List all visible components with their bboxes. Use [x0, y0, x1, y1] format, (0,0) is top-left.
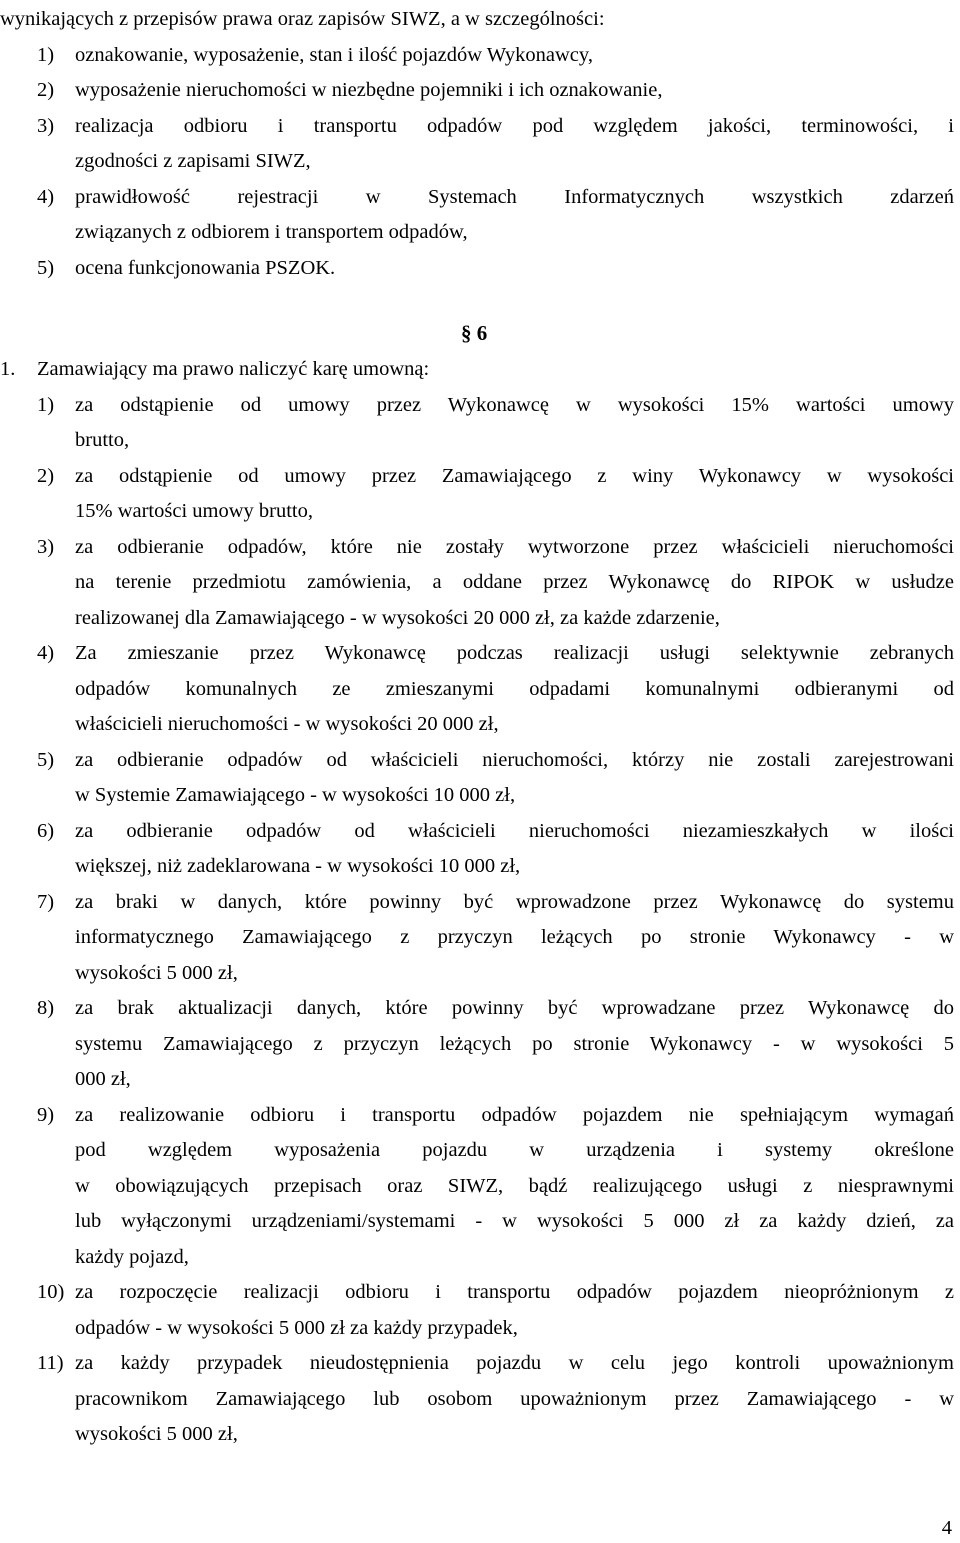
intro-text: wynikających z przepisów prawa oraz zapisów SIWZ, a w szczególności: — [0, 8, 605, 30]
list-b-item-line — [0, 922, 960, 952]
list-b-item-text: za odstąpienie od umowy przez Wykonawcę w wysokości 15% wartości umowy — [75, 393, 954, 416]
list-b-item-number: 9) — [37, 1103, 55, 1126]
list-b-item-line — [0, 1064, 960, 1094]
paragraph-line — [0, 354, 960, 384]
list-b-item-text: odpadów - w wysokości 5 000 zł za każdy przypadek, — [75, 1316, 518, 1339]
list-b-item-line — [0, 1135, 960, 1165]
list-a-item-text: realizacja odbioru i transportu odpadów pod względem jakości, terminowości, i — [75, 114, 954, 137]
list-b-item-text: realizowanej dla Zamawiającego - w wysokości 20 000 zł, za każde zdarzenie, — [75, 606, 720, 629]
list-b-item-text: brutto, — [75, 429, 130, 451]
list-b-item-line — [0, 709, 960, 739]
list-b-item-text: za odbieranie odpadów, które nie zostały wytworzone przez właścicieli nieruchomości — [75, 535, 954, 558]
list-b-item-number: 4) — [37, 642, 55, 664]
list-b-item-line — [0, 1277, 960, 1307]
list-b-item-number: 8) — [37, 997, 55, 1019]
list-b-item-line — [0, 390, 960, 420]
list-b-item-text: w obowiązujących przepisach oraz SIWZ, bądź realizującego usługi z niesprawnymi — [75, 1174, 954, 1197]
list-b-item-text: za rozpoczęcie realizacji odbioru i transportu odpadów pojazdem nieopróżnionym z — [75, 1281, 954, 1303]
list-a-item-line — [0, 182, 960, 212]
list-b-item-text: każdy pojazd, — [75, 1245, 189, 1268]
list-b-item-text: informatycznego Zamawiającego z przyczyn leżących po stronie Wykonawcy - w — [75, 926, 954, 948]
section-heading-line — [0, 318, 960, 348]
list-b-item-line — [0, 780, 960, 810]
list-a-item-line — [0, 40, 960, 70]
list-b-item-line — [0, 745, 960, 775]
list-b-item-number: 1) — [37, 393, 55, 416]
list-a-item-text: ocena funkcjonowania PSZOK. — [75, 256, 336, 279]
list-b-item-line — [0, 816, 960, 846]
list-a-item-text: związanych z odbiorem i transportem odpadów, — [75, 221, 468, 243]
list-b-item-text: pod względem wyposażenia pojazdu w urządzenia i systemy określone — [75, 1139, 954, 1161]
list-b-item-line — [0, 1100, 960, 1130]
list-b-item-line — [0, 1419, 960, 1449]
list-b-item-text: wysokości 5 000 zł, — [75, 1423, 238, 1445]
list-a-item-text: oznakowanie, wyposażenie, stan i ilość pojazdów Wykonawcy, — [75, 43, 593, 66]
list-a-item-number: 5) — [37, 256, 55, 279]
list-b-item-text: wysokości 5 000 zł, — [75, 961, 238, 984]
list-b-item-text: lub wyłączonymi urządzeniami/systemami - w wysokości 5 000 zł za każdy dzień, za — [75, 1210, 954, 1232]
list-a-item-line — [0, 146, 960, 176]
list-b-item-line — [0, 567, 960, 597]
list-b-item-text: za każdy przypadek nieudostępnienia pojazdu w celu jego kontroli upoważnionym — [75, 1352, 954, 1374]
list-b-item-number: 3) — [37, 535, 55, 558]
list-b-item-line — [0, 461, 960, 491]
list-b-item-text: właścicieli nieruchomości - w wysokości 20 000 zł, — [75, 713, 499, 735]
list-a-item-number: 2) — [37, 79, 55, 101]
list-b-item-text: za odbieranie odpadów od właścicieli nieruchomości, którzy nie zostali zarejestrowani — [75, 748, 954, 771]
page-number: 4 — [941, 1517, 952, 1539]
list-b-item-text: systemu Zamawiającego z przyczyn leżących po stronie Wykonawcy - w wysokości 5 — [75, 1032, 954, 1055]
list-a-item-text: wyposażenie nieruchomości w niezbędne pojemniki i ich oznakowanie, — [75, 79, 663, 101]
list-b-item-text: Za zmieszanie przez Wykonawcę podczas realizacji usługi selektywnie zebranych — [75, 642, 954, 664]
list-b-item-text: 15% wartości umowy brutto, — [75, 500, 313, 522]
list-a-item-line — [0, 217, 960, 247]
list-b-item-text: w Systemie Zamawiającego - w wysokości 10 000 zł, — [75, 784, 516, 806]
list-b-item-number: 7) — [37, 890, 55, 913]
list-b-item-number: 11) — [37, 1352, 64, 1374]
paragraph-text: Zamawiający ma prawo naliczyć karę umowną: — [37, 358, 430, 380]
list-b-item-text: pracownikom Zamawiającego lub osobom upoważnionym przez Zamawiającego - w — [75, 1387, 954, 1410]
list-b-item-line — [0, 425, 960, 455]
list-b-item-text: za odbieranie odpadów od właścicieli nieruchomości niezamieszkałych w ilości — [75, 819, 954, 842]
list-b-item-line — [0, 532, 960, 562]
list-b-item-line — [0, 496, 960, 526]
list-b-item-number: 2) — [37, 464, 55, 487]
list-b-item-number: 6) — [37, 819, 55, 842]
list-b-item-line — [0, 674, 960, 704]
list-b-item-line — [0, 1206, 960, 1236]
list-b-item-line — [0, 1384, 960, 1414]
list-b-item-line — [0, 851, 960, 881]
list-b-item-number: 10) — [37, 1281, 65, 1303]
list-b-item-line — [0, 603, 960, 633]
list-a-item-text: zgodności z zapisami SIWZ, — [75, 150, 311, 172]
list-b-item-text: większej, niż zadeklarowana - w wysokości 10 000 zł, — [75, 855, 521, 877]
list-b-item-line — [0, 993, 960, 1023]
list-b-item-text: 000 zł, — [75, 1068, 131, 1090]
list-b-item-line — [0, 1029, 960, 1059]
list-a-item-text: prawidłowość rejestracji w Systemach Informatycznych wszystkich zdarzeń — [75, 185, 954, 208]
list-a-item-number: 1) — [37, 43, 55, 66]
list-b-item-number: 5) — [37, 748, 55, 771]
list-b-item-text: na terenie przedmiotu zamówienia, a oddane przez Wykonawcę do RIPOK w usłudze — [75, 571, 954, 593]
intro-line — [0, 4, 960, 34]
list-a-item-line — [0, 111, 960, 141]
list-b-item-text: za odstąpienie od umowy przez Zamawiającego z winy Wykonawcy w wysokości — [75, 464, 954, 487]
paragraph-number: 1. — [0, 358, 16, 380]
list-a-item-line — [0, 253, 960, 283]
list-b-item-line — [0, 638, 960, 668]
list-b-item-text: za braki w danych, które powinny być wprowadzone przez Wykonawcę do systemu — [75, 890, 954, 913]
section-heading: § 6 — [461, 321, 488, 345]
list-b-item-line — [0, 1242, 960, 1272]
list-a-item-number: 3) — [37, 114, 55, 137]
list-b-item-text: za brak aktualizacji danych, które powinny być wprowadzane przez Wykonawcę do — [75, 997, 954, 1019]
list-b-item-line — [0, 1171, 960, 1201]
list-b-item-line — [0, 887, 960, 917]
list-b-item-line — [0, 1313, 960, 1343]
list-b-item-text: za realizowanie odbioru i transportu odpadów pojazdem nie spełniającym wymagań — [75, 1103, 954, 1126]
list-a-item-number: 4) — [37, 185, 55, 208]
list-b-item-line — [0, 1348, 960, 1378]
list-b-item-text: odpadów komunalnych ze zmieszanymi odpadami komunalnymi odbieranymi od — [75, 677, 954, 700]
list-b-item-line — [0, 958, 960, 988]
list-a-item-line — [0, 75, 960, 105]
